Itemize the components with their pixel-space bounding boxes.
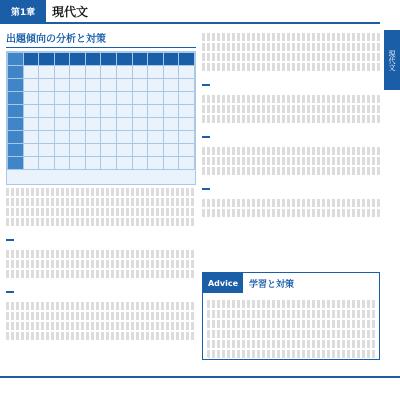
unreadable-text-line bbox=[202, 105, 380, 113]
table-cell bbox=[179, 118, 195, 131]
table-cell bbox=[163, 79, 179, 92]
table-cell bbox=[117, 144, 133, 157]
table-cell bbox=[117, 66, 133, 79]
unreadable-text-line bbox=[202, 63, 380, 71]
table-cell bbox=[54, 118, 70, 131]
table-cell bbox=[117, 105, 133, 118]
table-cell bbox=[70, 79, 86, 92]
unreadable-text-line bbox=[207, 310, 377, 318]
table-row-label bbox=[8, 92, 24, 105]
table-cell bbox=[148, 66, 164, 79]
table-cell bbox=[148, 105, 164, 118]
side-index-tab[interactable]: 現代文 bbox=[384, 30, 400, 90]
table-cell bbox=[85, 118, 101, 131]
table-cell bbox=[163, 105, 179, 118]
table-cell bbox=[132, 144, 148, 157]
table-row bbox=[8, 144, 195, 157]
table-cell bbox=[85, 66, 101, 79]
unreadable-text-line bbox=[202, 147, 380, 155]
unreadable-text-line bbox=[202, 157, 380, 165]
table-cell bbox=[117, 131, 133, 144]
table-cell bbox=[39, 105, 55, 118]
unreadable-text-line bbox=[207, 320, 377, 328]
unreadable-text-line bbox=[207, 300, 377, 308]
table-cell bbox=[179, 92, 195, 105]
table-cell bbox=[132, 131, 148, 144]
unreadable-text-line bbox=[6, 250, 196, 258]
table-cell bbox=[163, 131, 179, 144]
table-cell bbox=[85, 105, 101, 118]
advice-box bbox=[202, 272, 380, 360]
table-row-label bbox=[8, 131, 24, 144]
subsection-badge bbox=[6, 291, 14, 293]
table-row-label bbox=[8, 66, 24, 79]
table-cell bbox=[101, 92, 117, 105]
advice-label: Advice bbox=[203, 273, 243, 293]
subsection-badge bbox=[6, 239, 14, 241]
table-cell bbox=[70, 157, 86, 170]
unreadable-text-line bbox=[202, 167, 380, 175]
table-cell bbox=[179, 157, 195, 170]
table-row-label bbox=[8, 105, 24, 118]
section-title: 出題傾向の分析と対策 bbox=[6, 30, 196, 48]
unreadable-text-line bbox=[6, 208, 196, 216]
table-cell bbox=[148, 157, 164, 170]
table-column-header bbox=[54, 53, 70, 66]
table-cell bbox=[70, 118, 86, 131]
table-cell bbox=[148, 131, 164, 144]
table-row bbox=[8, 157, 195, 170]
table-cell bbox=[85, 131, 101, 144]
subsection-badge bbox=[202, 188, 210, 190]
table-cell bbox=[23, 66, 39, 79]
table-cell bbox=[23, 105, 39, 118]
unreadable-text-line bbox=[207, 330, 377, 338]
chapter-rule bbox=[0, 22, 380, 24]
unreadable-text-line bbox=[6, 188, 196, 196]
unreadable-text-line bbox=[6, 260, 196, 268]
table-cell bbox=[148, 118, 164, 131]
table-cell bbox=[70, 131, 86, 144]
table-cell bbox=[163, 66, 179, 79]
table-row bbox=[8, 118, 195, 131]
table-row-label bbox=[8, 157, 24, 170]
table-cell bbox=[54, 144, 70, 157]
unreadable-text-line bbox=[202, 33, 380, 41]
table-cell bbox=[117, 157, 133, 170]
table-cell bbox=[132, 157, 148, 170]
unreadable-text-line bbox=[202, 115, 380, 123]
table-cell bbox=[179, 144, 195, 157]
table-column-header bbox=[117, 53, 133, 66]
table-cell bbox=[23, 144, 39, 157]
paragraph-unreadable bbox=[202, 95, 380, 123]
table-column-header bbox=[132, 53, 148, 66]
page-footer bbox=[0, 376, 400, 396]
table-cell bbox=[70, 144, 86, 157]
table-cell bbox=[85, 92, 101, 105]
table-cell bbox=[39, 92, 55, 105]
left-column bbox=[6, 30, 196, 360]
unreadable-text-line bbox=[6, 312, 196, 320]
table-cell bbox=[85, 79, 101, 92]
table-cell bbox=[54, 105, 70, 118]
table-cell bbox=[54, 157, 70, 170]
table-cell bbox=[132, 118, 148, 131]
table-cell bbox=[23, 118, 39, 131]
unreadable-text-line bbox=[202, 53, 380, 61]
unreadable-text-line bbox=[6, 270, 196, 278]
table-cell bbox=[39, 144, 55, 157]
table-cell bbox=[117, 118, 133, 131]
table-column-header bbox=[179, 53, 195, 66]
unreadable-text-line bbox=[6, 322, 196, 330]
table-cell bbox=[179, 66, 195, 79]
table-cell bbox=[70, 92, 86, 105]
table-cell bbox=[101, 66, 117, 79]
chapter-title: 現代文 bbox=[52, 5, 89, 19]
table-column-header bbox=[8, 53, 24, 66]
paragraph-unreadable bbox=[6, 188, 196, 226]
table-cell bbox=[101, 144, 117, 157]
table-column-header bbox=[148, 53, 164, 66]
table-cell bbox=[101, 131, 117, 144]
table-cell bbox=[23, 79, 39, 92]
unreadable-text-line bbox=[6, 218, 196, 226]
frequency-table-grid bbox=[7, 52, 195, 170]
unreadable-text-line bbox=[202, 43, 380, 51]
table-column-header bbox=[39, 53, 55, 66]
table-cell bbox=[54, 131, 70, 144]
table-cell bbox=[70, 66, 86, 79]
unreadable-text-line bbox=[202, 95, 380, 103]
table-cell bbox=[179, 105, 195, 118]
paragraph-unreadable bbox=[6, 302, 196, 340]
table-cell bbox=[117, 79, 133, 92]
subsection-badge bbox=[202, 136, 210, 138]
table-cell bbox=[132, 79, 148, 92]
table-row-label bbox=[8, 118, 24, 131]
table-row bbox=[8, 79, 195, 92]
table-cell bbox=[101, 79, 117, 92]
table-cell bbox=[132, 105, 148, 118]
table-cell bbox=[132, 92, 148, 105]
paragraph-unreadable bbox=[202, 199, 380, 217]
table-cell bbox=[23, 131, 39, 144]
table-cell bbox=[132, 66, 148, 79]
table-cell bbox=[163, 118, 179, 131]
table-cell bbox=[148, 79, 164, 92]
paragraph-unreadable bbox=[202, 147, 380, 175]
table-row-label bbox=[8, 144, 24, 157]
table-row bbox=[8, 131, 195, 144]
table-cell bbox=[163, 144, 179, 157]
unreadable-text-line bbox=[6, 198, 196, 206]
advice-title: 学習と対策 bbox=[249, 280, 295, 290]
table-cell bbox=[163, 92, 179, 105]
table-column-header bbox=[101, 53, 117, 66]
paragraph-unreadable bbox=[202, 33, 380, 71]
table-cell bbox=[101, 157, 117, 170]
table-cell bbox=[117, 92, 133, 105]
table-column-header bbox=[70, 53, 86, 66]
table-column-header bbox=[23, 53, 39, 66]
table-cell bbox=[85, 157, 101, 170]
table-cell bbox=[23, 92, 39, 105]
table-cell bbox=[54, 66, 70, 79]
table-cell bbox=[163, 157, 179, 170]
unreadable-text-line bbox=[6, 332, 196, 340]
table-cell bbox=[54, 92, 70, 105]
table-column-header bbox=[163, 53, 179, 66]
table-row-label bbox=[8, 79, 24, 92]
table-cell bbox=[70, 105, 86, 118]
table-cell bbox=[39, 66, 55, 79]
table-row bbox=[8, 92, 195, 105]
table-cell bbox=[148, 144, 164, 157]
table-cell bbox=[54, 79, 70, 92]
table-cell bbox=[23, 157, 39, 170]
unreadable-text-line bbox=[202, 199, 380, 207]
advice-body-unreadable bbox=[207, 300, 377, 360]
table-cell bbox=[85, 144, 101, 157]
unreadable-text-line bbox=[202, 209, 380, 217]
table-cell bbox=[39, 118, 55, 131]
chapter-header bbox=[0, 0, 400, 22]
chapter-label: 第1章 bbox=[0, 0, 46, 22]
frequency-table bbox=[6, 51, 196, 185]
table-cell bbox=[148, 92, 164, 105]
table-cell bbox=[101, 118, 117, 131]
table-row bbox=[8, 105, 195, 118]
unreadable-text-line bbox=[6, 302, 196, 310]
unreadable-text-line bbox=[207, 350, 377, 358]
table-cell bbox=[39, 157, 55, 170]
paragraph-unreadable bbox=[6, 250, 196, 278]
table-cell bbox=[179, 79, 195, 92]
table-cell bbox=[179, 131, 195, 144]
table-header-row bbox=[8, 53, 195, 66]
table-cell bbox=[101, 105, 117, 118]
table-cell bbox=[39, 131, 55, 144]
table-row bbox=[8, 66, 195, 79]
table-column-header bbox=[85, 53, 101, 66]
unreadable-text-line bbox=[207, 340, 377, 348]
subsection-badge bbox=[202, 84, 210, 86]
table-cell bbox=[39, 79, 55, 92]
